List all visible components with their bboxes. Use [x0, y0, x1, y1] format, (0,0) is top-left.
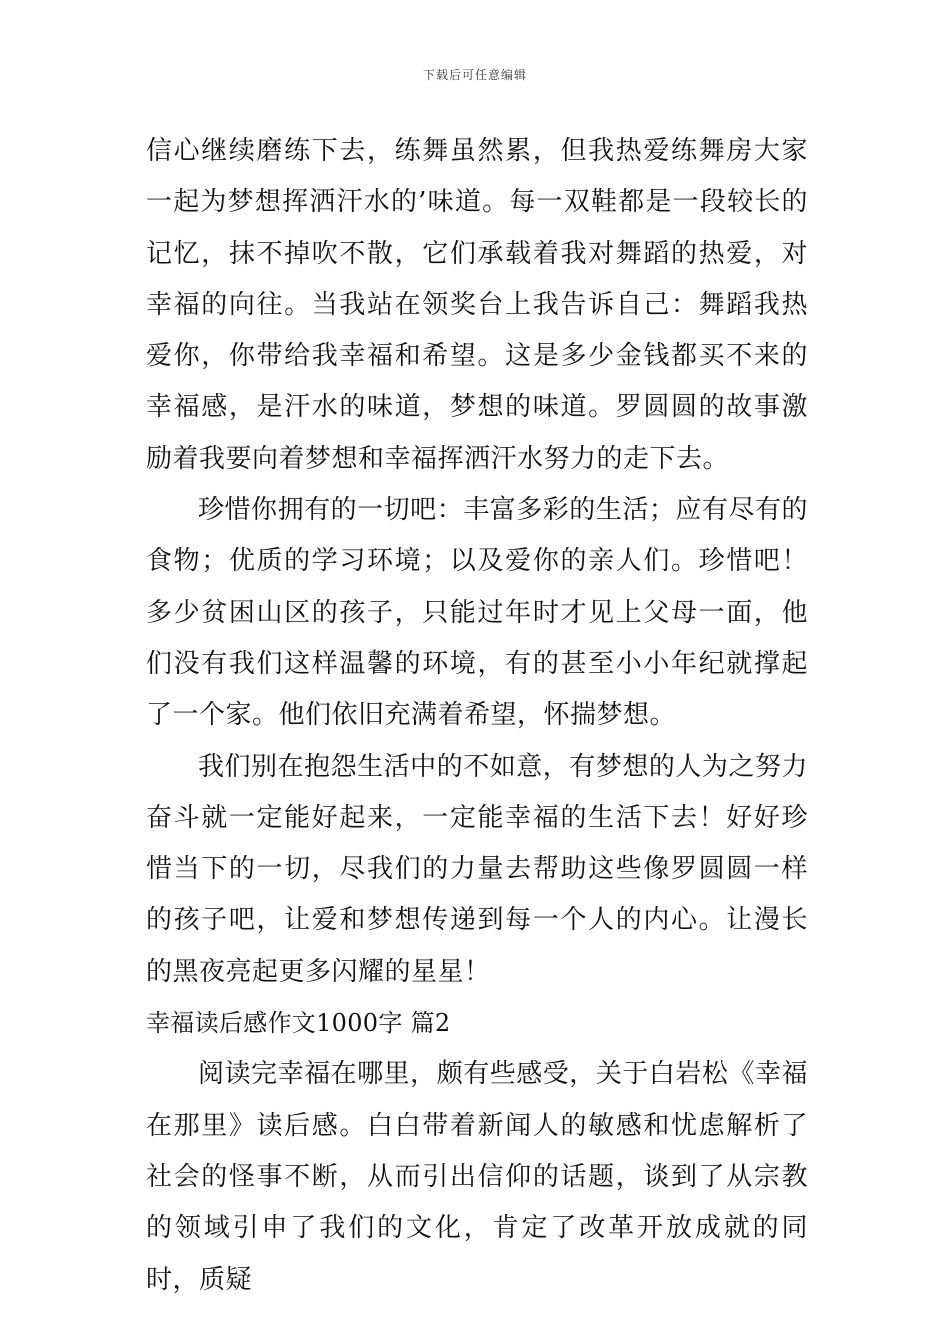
document-body: [146, 126, 808, 1306]
section-paragraph-1: 阅读完幸福在哪里，颇有些感受，关于白岩松《幸福在那里》读后感。白白带着新闻人的敏感和忧虑解析了社会的怪事不断，从而引出信仰的话题，谈到了从宗教的领域引申了我们的文化，肯定了改革开放成就的同时，质疑: [146, 1059, 808, 1295]
paragraph-2: 珍惜你拥有的一切吧：丰富多彩的生活；应有尽有的食物；优质的学习环境；以及爱你的亲人们。珍惜吧！多少贫困山区的孩子，只能过年时才见上父母一面，他们没有我们这样温馨的环境，有的甚至小小年纪就撑起了一个家。他们依旧充满着希望，怀揣梦想。: [146, 495, 808, 731]
paragraph-1: 信心继续磨练下去，练舞虽然累，但我热爱练舞房大家一起为梦想挥洒汗水的’味道。每一双鞋都是一段较长的记忆，抹不掉吹不散，它们承载着我对舞蹈的热爱，对幸福的向往。当我站在领奖台上我告诉自己：舞蹈我热爱你，你带给我幸福和希望。这是多少金钱都买不来的幸福感，是汗水的味道，梦想的味道。罗圆圆的故事激励着我要向着梦想和幸福挥洒汗水努力的走下去。: [146, 136, 808, 474]
section-heading: 幸福读后感作文1000字 篇2: [146, 1009, 451, 1038]
paragraph-3: 我们别在抱怨生活中的不如意，有梦想的人为之努力奋斗就一定能好起来，一定能幸福的生活下去！好好珍惜当下的一切，尽我们的力量去帮助这些像罗圆圆一样的孩子吧，让爱和梦想传递到每一个人的内心。让漫长的黑夜亮起更多闪耀的星星！: [146, 751, 808, 987]
header-note: 下载后可任意编辑: [422, 68, 527, 82]
